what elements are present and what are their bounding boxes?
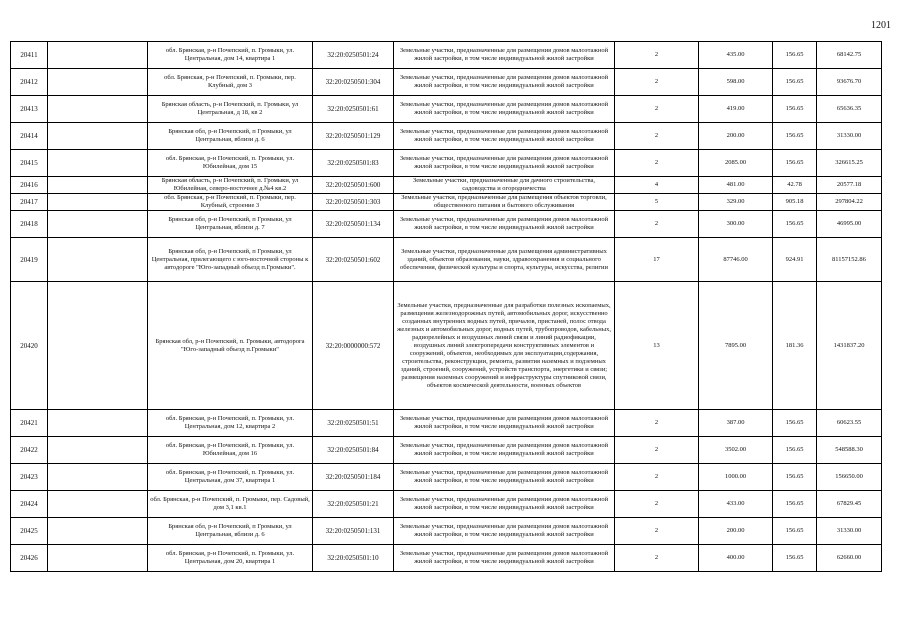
group-cell: 2 bbox=[615, 410, 699, 437]
cadastral-number-cell: 32:20:0250501:600 bbox=[313, 177, 394, 194]
rate-cell: 156.65 bbox=[773, 96, 817, 123]
group-cell: 2 bbox=[615, 42, 699, 69]
cadastral-number-cell: 32:20:0250501:84 bbox=[313, 437, 394, 464]
area-cell: 598.00 bbox=[699, 69, 773, 96]
cadastral-value-cell: 297804.22 bbox=[817, 194, 882, 211]
area-cell: 433.00 bbox=[699, 491, 773, 518]
group-cell: 2 bbox=[615, 211, 699, 238]
area-cell: 7895.00 bbox=[699, 282, 773, 410]
table-row bbox=[11, 123, 882, 150]
cadastral-value-cell: 68142.75 bbox=[817, 42, 882, 69]
cadastral-value-cell: 20577.18 bbox=[817, 177, 882, 194]
area-cell: 3502.00 bbox=[699, 437, 773, 464]
rate-cell: 156.65 bbox=[773, 42, 817, 69]
group-cell: 2 bbox=[615, 123, 699, 150]
address-cell: Брянская обл, р-н Почепский, п. Громыки, автодорога "Юго-западный объезд п.Громыки" bbox=[148, 282, 313, 410]
cadastral-number-cell: 32:20:0250501:10 bbox=[313, 545, 394, 572]
area-cell: 1000.00 bbox=[699, 464, 773, 491]
row-number: 20421 bbox=[11, 410, 48, 437]
blank-cell bbox=[48, 491, 148, 518]
blank-cell bbox=[48, 238, 148, 282]
table-row bbox=[11, 96, 882, 123]
row-number: 20412 bbox=[11, 69, 48, 96]
rate-cell: 924.91 bbox=[773, 238, 817, 282]
group-cell: 2 bbox=[615, 464, 699, 491]
row-number: 20414 bbox=[11, 123, 48, 150]
area-cell: 87746.00 bbox=[699, 238, 773, 282]
cadastral-value-cell: 67829.45 bbox=[817, 491, 882, 518]
rate-cell: 156.65 bbox=[773, 211, 817, 238]
land-use-cell: Земельные участки, предназначенные для размещения домов малоэтажной жилой застройки, в том числе индивидуальной жилой застройки bbox=[394, 518, 615, 545]
land-use-cell: Земельные участки, предназначенные для размещения административных зданий, объектов образования, науки, здравоохранения и социального обеспечения, физической культуры и спорта, культуры, искусства, религии bbox=[394, 238, 615, 282]
blank-cell bbox=[48, 123, 148, 150]
address-cell: Брянская область, р-н Почепский, п. Громыки, ул Центральная, д 18, кв 2 bbox=[148, 96, 313, 123]
cadastral-value-cell: 31330.00 bbox=[817, 518, 882, 545]
address-cell: обл. Брянская, р-н Почепский, п. Громыки, ул. Центральная, дом 37, квартира 1 bbox=[148, 464, 313, 491]
cadastral-value-cell: 93676.70 bbox=[817, 69, 882, 96]
land-use-cell: Земельные участки, предназначенные для дачного строительства, садоводства и огородничества bbox=[394, 177, 615, 194]
cadastral-value-cell: 46995.00 bbox=[817, 211, 882, 238]
land-use-cell: Земельные участки, предназначенные для размещения домов малоэтажной жилой застройки, в том числе индивидуальной жилой застройки bbox=[394, 491, 615, 518]
address-cell: Брянская обл, р-н Почепский, п Громыки, ул Центральная, прилегающего с юго-восточной стороны к автодороге "Юго-западный объезд п.Громыки". bbox=[148, 238, 313, 282]
land-use-cell: Земельные участки, предназначенные для размещения домов малоэтажной жилой застройки, в том числе индивидуальной жилой застройки bbox=[394, 437, 615, 464]
page-number: 1201 bbox=[871, 20, 891, 31]
area-cell: 200.00 bbox=[699, 518, 773, 545]
cadastral-number-cell: 32:20:0250501:83 bbox=[313, 150, 394, 177]
row-number: 20420 bbox=[11, 282, 48, 410]
row-number: 20423 bbox=[11, 464, 48, 491]
address-cell: обл. Брянская, р-н Почепский, п. Громыки, ул. Юбилейная, дом 16 bbox=[148, 437, 313, 464]
group-cell: 2 bbox=[615, 150, 699, 177]
table-row bbox=[11, 437, 882, 464]
cadastral-number-cell: 32:20:0250501:51 bbox=[313, 410, 394, 437]
row-number: 20425 bbox=[11, 518, 48, 545]
address-cell: Брянская область, р-н Почепский, п. Громыки, ул Юбилейная, северо-восточнее д.№4 кв.2 bbox=[148, 177, 313, 194]
land-use-cell: Земельные участки, предназначенные для размещения домов малоэтажной жилой застройки, в том числе индивидуальной жилой застройки bbox=[394, 410, 615, 437]
land-use-cell: Земельные участки, предназначенные для размещения домов малоэтажной жилой застройки, в том числе индивидуальной жилой застройки bbox=[394, 545, 615, 572]
group-cell: 2 bbox=[615, 545, 699, 572]
cadastral-number-cell: 32:20:0250501:184 bbox=[313, 464, 394, 491]
area-cell: 435.00 bbox=[699, 42, 773, 69]
row-number: 20426 bbox=[11, 545, 48, 572]
group-cell: 2 bbox=[615, 96, 699, 123]
blank-cell bbox=[48, 545, 148, 572]
cadastral-number-cell: 32:20:0250501:21 bbox=[313, 491, 394, 518]
rate-cell: 156.65 bbox=[773, 491, 817, 518]
group-cell: 2 bbox=[615, 437, 699, 464]
table-row bbox=[11, 69, 882, 96]
address-cell: обл. Брянская, р-н Почепский, п. Громыки, ул. Юбилейная, дом 15 bbox=[148, 150, 313, 177]
blank-cell bbox=[48, 518, 148, 545]
address-cell: обл. Брянская, р-н Почепский, п. Громыки, пер. Садовый, дом 3,1 кв.1 bbox=[148, 491, 313, 518]
area-cell: 300.00 bbox=[699, 211, 773, 238]
land-use-cell: Земельные участки, предназначенные для размещения домов малоэтажной жилой застройки, в том числе индивидуальной жилой застройки bbox=[394, 123, 615, 150]
cadastral-number-cell: 32:20:0250501:303 bbox=[313, 194, 394, 211]
group-cell: 13 bbox=[615, 282, 699, 410]
blank-cell bbox=[48, 150, 148, 177]
rate-cell: 156.65 bbox=[773, 410, 817, 437]
land-use-cell: Земельные участки, предназначенные для размещения домов малоэтажной жилой застройки, в том числе индивидуальной жилой застройки bbox=[394, 211, 615, 238]
row-number: 20417 bbox=[11, 194, 48, 211]
table-row bbox=[11, 282, 882, 410]
area-cell: 387.00 bbox=[699, 410, 773, 437]
cadastral-number-cell: 32:20:0250501:304 bbox=[313, 69, 394, 96]
land-use-cell: Земельные участки, предназначенные для разработки полезных ископаемых, размещения железнодорожных путей, автомобильных дорог, искусственно созданных внутренних водных путей, причалов, пристаней, полос отвода железных и автомобильных дорог, водных путей, трубопроводов, кабельных, радиорелейных и воздушных линий связи и линий радиофикации, воздушных линий электропередачи конструктивных элементов и сооружений, объектов, необходимых для эксплуатации,содержания, строительства, реконструкции, ремонта, развития наземных и подземных зданий, строений, сооружений, устройств транспорта, энергетики и связи; размещения наземных сооружений и инфраструктуры спутниковой связи, объектов космической деятельности, военных объектов bbox=[394, 282, 615, 410]
land-use-cell: Земельные участки, предназначенные для размещения домов малоэтажной жилой застройки, в том числе индивидуальной жилой застройки bbox=[394, 96, 615, 123]
address-cell: обл. Брянская, р-н Почепский, п. Громыки, пер. Клубный, дом 3 bbox=[148, 69, 313, 96]
blank-cell bbox=[48, 437, 148, 464]
rate-cell: 156.65 bbox=[773, 518, 817, 545]
area-cell: 2085.00 bbox=[699, 150, 773, 177]
rate-cell: 156.65 bbox=[773, 437, 817, 464]
table-row bbox=[11, 518, 882, 545]
row-number: 20424 bbox=[11, 491, 48, 518]
blank-cell bbox=[48, 410, 148, 437]
cadastral-number-cell: 32:20:0000000:572 bbox=[313, 282, 394, 410]
rate-cell: 156.65 bbox=[773, 150, 817, 177]
cadastral-value-cell: 548588.30 bbox=[817, 437, 882, 464]
cadastral-value-table bbox=[10, 41, 882, 572]
cadastral-value-cell: 326615.25 bbox=[817, 150, 882, 177]
table-row bbox=[11, 464, 882, 491]
blank-cell bbox=[48, 211, 148, 238]
table-row bbox=[11, 42, 882, 69]
cadastral-value-cell: 81157152.86 bbox=[817, 238, 882, 282]
blank-cell bbox=[48, 42, 148, 69]
blank-cell bbox=[48, 464, 148, 491]
row-number: 20422 bbox=[11, 437, 48, 464]
rate-cell: 42.78 bbox=[773, 177, 817, 194]
cadastral-number-cell: 32:20:0250501:61 bbox=[313, 96, 394, 123]
table-row bbox=[11, 545, 882, 572]
cadastral-value-cell: 1431837.20 bbox=[817, 282, 882, 410]
address-cell: обл. Брянская, р-н Почепский, п. Громыки, ул. Центральная, дом 14, квартира 1 bbox=[148, 42, 313, 69]
area-cell: 200.00 bbox=[699, 123, 773, 150]
cadastral-value-cell: 62660.00 bbox=[817, 545, 882, 572]
table-row bbox=[11, 150, 882, 177]
address-cell: обл. Брянская, р-н Почепский, п. Громыки, ул. Центральная, дом 20, квартира 1 bbox=[148, 545, 313, 572]
row-number: 20413 bbox=[11, 96, 48, 123]
blank-cell bbox=[48, 282, 148, 410]
cadastral-number-cell: 32:20:0250501:129 bbox=[313, 123, 394, 150]
group-cell: 17 bbox=[615, 238, 699, 282]
table-row bbox=[11, 211, 882, 238]
table-row bbox=[11, 491, 882, 518]
row-number: 20419 bbox=[11, 238, 48, 282]
group-cell: 5 bbox=[615, 194, 699, 211]
rate-cell: 181.36 bbox=[773, 282, 817, 410]
rate-cell: 156.65 bbox=[773, 464, 817, 491]
table-body bbox=[11, 42, 882, 572]
table-row bbox=[11, 410, 882, 437]
row-number: 20411 bbox=[11, 42, 48, 69]
blank-cell bbox=[48, 69, 148, 96]
row-number: 20416 bbox=[11, 177, 48, 194]
area-cell: 400.00 bbox=[699, 545, 773, 572]
cadastral-value-cell: 60623.55 bbox=[817, 410, 882, 437]
land-use-cell: Земельные участки, предназначенные для размещения домов малоэтажной жилой застройки, в том числе индивидуальной жилой застройки bbox=[394, 69, 615, 96]
cadastral-value-cell: 65636.35 bbox=[817, 96, 882, 123]
land-use-cell: Земельные участки, предназначенные для размещения объектов торговли, общественного питания и бытового обслуживания bbox=[394, 194, 615, 211]
area-cell: 329.00 bbox=[699, 194, 773, 211]
cadastral-number-cell: 32:20:0250501:134 bbox=[313, 211, 394, 238]
cadastral-value-cell: 156650.00 bbox=[817, 464, 882, 491]
rate-cell: 905.18 bbox=[773, 194, 817, 211]
table-row bbox=[11, 177, 882, 194]
area-cell: 481.00 bbox=[699, 177, 773, 194]
group-cell: 2 bbox=[615, 518, 699, 545]
address-cell: обл. Брянская, р-н Почепский, п. Громыки, ул. Центральная, дом 12, квартира 2 bbox=[148, 410, 313, 437]
blank-cell bbox=[48, 194, 148, 211]
area-cell: 419.00 bbox=[699, 96, 773, 123]
rate-cell: 156.65 bbox=[773, 545, 817, 572]
address-cell: Брянская обл, р-н Почепский, п Громыки, ул Центральная, вблизи д. 6 bbox=[148, 518, 313, 545]
land-use-cell: Земельные участки, предназначенные для размещения домов малоэтажной жилой застройки, в том числе индивидуальной жилой застройки bbox=[394, 464, 615, 491]
blank-cell bbox=[48, 96, 148, 123]
cadastral-value-cell: 31330.00 bbox=[817, 123, 882, 150]
group-cell: 2 bbox=[615, 69, 699, 96]
rate-cell: 156.65 bbox=[773, 123, 817, 150]
table-row bbox=[11, 194, 882, 211]
land-use-cell: Земельные участки, предназначенные для размещения домов малоэтажной жилой застройки, в том числе индивидуальной жилой застройки bbox=[394, 42, 615, 69]
rate-cell: 156.65 bbox=[773, 69, 817, 96]
table-row bbox=[11, 238, 882, 282]
address-cell: Брянская обл, р-н Почепский, п Громыки, ул Центральная, вблизи д. 6 bbox=[148, 123, 313, 150]
cadastral-number-cell: 32:20:0250501:24 bbox=[313, 42, 394, 69]
group-cell: 2 bbox=[615, 491, 699, 518]
row-number: 20418 bbox=[11, 211, 48, 238]
row-number: 20415 bbox=[11, 150, 48, 177]
address-cell: обл. Брянская, р-н Почепский, п. Громыки, пер. Клубный, строение 3 bbox=[148, 194, 313, 211]
address-cell: Брянская обл, р-н Почепский, п Громыки, ул Центральная, вблизи д. 7 bbox=[148, 211, 313, 238]
blank-cell bbox=[48, 177, 148, 194]
land-use-cell: Земельные участки, предназначенные для размещения домов малоэтажной жилой застройки, в том числе индивидуальной жилой застройки bbox=[394, 150, 615, 177]
group-cell: 4 bbox=[615, 177, 699, 194]
cadastral-number-cell: 32:20:0250501:131 bbox=[313, 518, 394, 545]
cadastral-number-cell: 32:20:0250501:602 bbox=[313, 238, 394, 282]
